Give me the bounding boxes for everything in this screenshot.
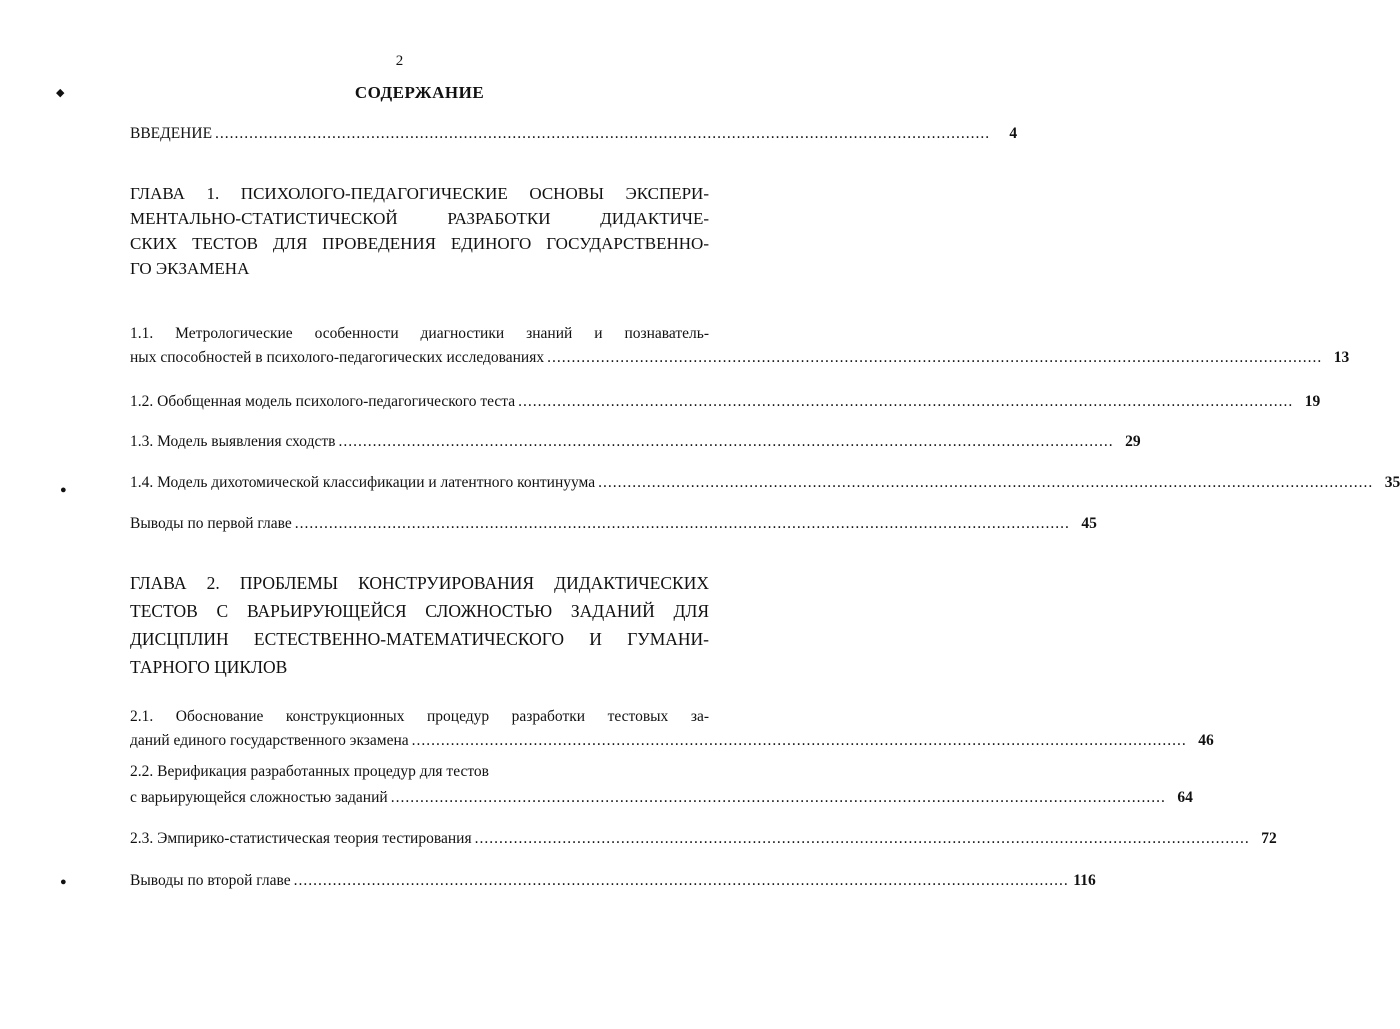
toc-entry-conclusions-1[interactable] <box>130 512 1097 536</box>
scan-mark-top: ◆ <box>56 87 65 99</box>
chapter-heading-line: МЕНТАЛЬНО-СТАТИСТИЧЕСКОЙ РАЗРАБОТКИ ДИДАКТИЧЕ- <box>130 209 709 228</box>
page-title: СОДЕРЖАНИЕ <box>354 83 485 102</box>
toc-entry-page: 4 <box>1009 125 1018 142</box>
toc-entry-2-2[interactable] <box>130 786 1193 810</box>
toc-entry-2-1-line1[interactable]: 2.1. Обоснование конструкционных процедур разработки тестовых за- <box>130 708 709 725</box>
scan-mark-bottom: ● <box>60 876 67 888</box>
toc-entry-2-1[interactable] <box>130 729 1214 753</box>
chapter-heading-line: СКИХ ТЕСТОВ ДЛЯ ПРОВЕДЕНИЯ ЕДИНОГО ГОСУДАРСТВЕННО- <box>130 234 709 253</box>
chapter-heading-line: ГЛАВА 2. ПРОБЛЕМЫ КОНСТРУИРОВАНИЯ ДИДАКТИЧЕСКИХ <box>130 573 709 593</box>
chapter-heading-line: ГО ЭКЗАМЕНА <box>130 259 250 278</box>
toc-entry-page: 35 <box>1384 474 1400 491</box>
chapter-heading-line: ГЛАВА 1. ПСИХОЛОГО-ПЕДАГОГИЧЕСКИЕ ОСНОВЫ ЭКСПЕРИ- <box>130 184 709 203</box>
leader-dots: ............................................................................................................................................................... <box>598 474 1374 491</box>
toc-entry-2-3[interactable] <box>130 827 1277 851</box>
toc-entry-1-1[interactable] <box>130 346 1350 370</box>
toc-entry-page: 45 <box>1081 515 1097 532</box>
toc-entry-label: ВВЕДЕНИЕ <box>130 125 213 142</box>
toc-entry-1-3[interactable] <box>130 430 1141 454</box>
toc-entry-label: 1.2. Обобщенная модель психолого-педагогического теста <box>130 393 516 410</box>
chapter-heading-line: ДИСЦПЛИН ЕСТЕСТВЕННО-МАТЕМАТИЧЕСКОГО И ГУМАНИ- <box>130 629 709 649</box>
leader-dots: ............................................................................................................................................................... <box>474 830 1250 847</box>
leader-dots: ............................................................................................................................................................... <box>547 349 1323 366</box>
toc-entry-2-2-line1[interactable]: 2.2. Верификация разработанных процедур для тестов <box>130 763 489 780</box>
leader-dots: ............................................................................................................................................................... <box>293 872 1069 889</box>
chapter-heading-line: ТЕСТОВ С ВАРЬИРУЮЩЕЙСЯ СЛОЖНОСТЬЮ ЗАДАНИЙ ДЛЯ <box>130 601 709 621</box>
chapter-heading-line: ТАРНОГО ЦИКЛОВ <box>130 657 288 677</box>
chapter-2-heading[interactable] <box>130 569 709 681</box>
toc-entry-1-4[interactable] <box>130 471 1400 495</box>
toc-entry-page: 72 <box>1261 830 1277 847</box>
toc-entry-label: Выводы по первой главе <box>130 515 292 532</box>
leader-dots: ............................................................................................................................................................... <box>338 433 1114 450</box>
leader-dots: ............................................................................................................................................................... <box>215 125 991 142</box>
toc-entry-page: 29 <box>1125 433 1141 450</box>
leader-dots: ............................................................................................................................................................... <box>518 393 1294 410</box>
toc-entry-label: даний единого государственного экзамена <box>130 732 409 749</box>
toc-entry-page: 64 <box>1177 789 1193 806</box>
toc-entry-label: ных способностей в психолого-педагогических исследованиях <box>130 349 545 366</box>
chapter-1-heading[interactable] <box>130 181 709 281</box>
toc-entry-label: 1.4. Модель дихотомической классификации и латентного континуума <box>130 474 596 491</box>
toc-entry-1-2[interactable] <box>130 390 1321 414</box>
toc-entry-page: 116 <box>1073 872 1096 889</box>
toc-entry-label: Выводы по второй главе <box>130 872 291 889</box>
page-number: 2 <box>395 53 404 69</box>
toc-entry-1-1-line1[interactable]: 1.1. Метрологические особенности диагностики знаний и познаватель- <box>130 325 709 342</box>
leader-dots: ............................................................................................................................................................... <box>294 515 1070 532</box>
toc-entry-page: 46 <box>1198 732 1214 749</box>
leader-dots: ............................................................................................................................................................... <box>411 732 1187 749</box>
toc-entry-page: 19 <box>1304 393 1321 410</box>
toc-entry-label: 1.3. Модель выявления сходств <box>130 433 336 450</box>
toc-entry-label: 2.3. Эмпирико-статистическая теория тестирования <box>130 830 472 847</box>
toc-entry-conclusions-2[interactable] <box>130 869 1096 893</box>
scan-mark-middle: ● <box>60 484 67 496</box>
toc-entry-page: 13 <box>1333 349 1350 366</box>
toc-entry-label: с варьирующейся сложностью заданий <box>130 789 388 806</box>
toc-entry-intro[interactable] <box>130 122 1018 146</box>
leader-dots: ............................................................................................................................................................... <box>390 789 1166 806</box>
